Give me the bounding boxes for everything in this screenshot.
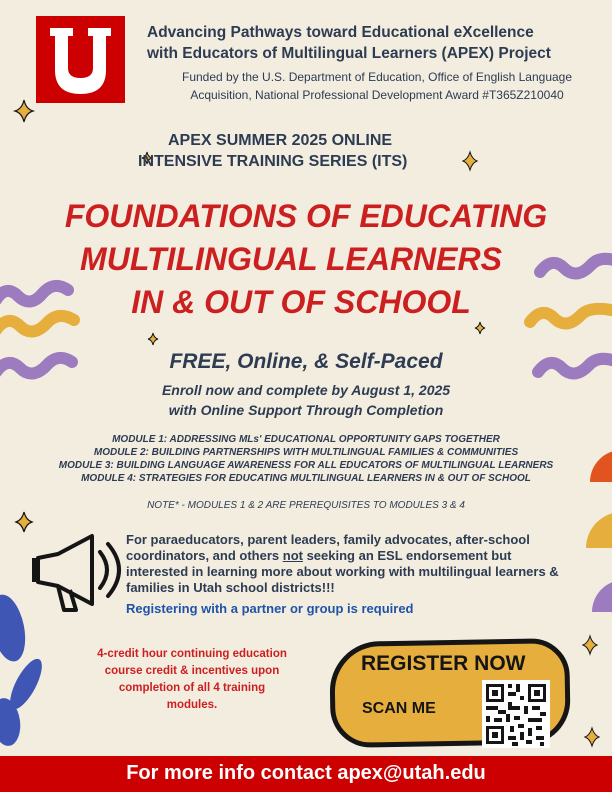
audience-description bbox=[126, 532, 576, 596]
enroll-line-2: with Online Support Through Completion bbox=[168, 402, 444, 418]
qr-code-icon[interactable] bbox=[482, 680, 550, 748]
module-list bbox=[0, 433, 612, 485]
sparkle-icon bbox=[583, 636, 597, 654]
enroll-info bbox=[0, 380, 612, 420]
megaphone-icon bbox=[32, 536, 119, 610]
series-line-1: APEX SUMMER 2025 ONLINE bbox=[168, 132, 393, 149]
project-line-2: with Educators of Multilingual Learners (APEX) Project bbox=[147, 45, 551, 62]
sparkle-icon bbox=[585, 728, 599, 746]
purple-semicircle bbox=[592, 580, 612, 612]
funding-line-2: Acquisition, National Professional Development Award #T365Z210040 bbox=[190, 88, 564, 102]
audience-text-before: For paraeducators, parent leaders, family advocates, after-school coordinators, and others bbox=[126, 532, 530, 563]
credit-line-4: modules. bbox=[166, 699, 218, 711]
gold-semicircle bbox=[586, 512, 612, 548]
audience-text-after: seeking an ESL endorsement but interested in learning more about working with multilingual learners & families in Utah school districts!!! bbox=[126, 548, 559, 595]
module-item-4: MODULE 4: STRATEGIES FOR EDUCATING MULTILINGUAL LEARNERS IN & OUT OF SCHOOL bbox=[81, 473, 531, 484]
contact-info[interactable]: For more info contact apex@utah.edu bbox=[126, 762, 486, 784]
module-item-1: MODULE 1: ADDRESSING MLs' EDUCATIONAL OPPORTUNITY GAPS TOGETHER bbox=[112, 434, 500, 445]
sparkle-icon bbox=[16, 512, 32, 532]
university-logo bbox=[36, 16, 125, 103]
main-title bbox=[0, 195, 612, 324]
module-item-3: MODULE 3: BUILDING LANGUAGE AWARENESS FOR ALL EDUCATORS OF MULTILINGUAL LEARNERS bbox=[58, 460, 554, 471]
offer-headline: FREE, Online, & Self-Paced bbox=[169, 350, 443, 373]
title-line-3: IN & OUT OF SCHOOL bbox=[131, 284, 471, 320]
series-heading bbox=[130, 130, 500, 172]
registering-note: Registering with a partner or group is required bbox=[126, 601, 414, 616]
series-line-2: INTENSIVE TRAINING SERIES (ITS) bbox=[138, 153, 408, 170]
title-line-2: MULTILINGUAL LEARNERS bbox=[80, 241, 502, 277]
funding-line-1: Funded by the U.S. Department of Education, Office of English Language bbox=[181, 70, 573, 84]
credit-info bbox=[72, 646, 312, 714]
title-line-1: FOUNDATIONS OF EDUCATING bbox=[64, 198, 548, 234]
registered-mark: ® bbox=[115, 95, 120, 101]
credit-line-3: completion of all 4 training bbox=[118, 682, 266, 694]
credit-line-2: course credit & incentives upon bbox=[104, 665, 280, 677]
sparkle-icon bbox=[15, 100, 33, 122]
project-name bbox=[147, 22, 607, 64]
blue-petal-1 bbox=[0, 591, 31, 664]
credit-line-1: 4-credit hour continuing education bbox=[97, 648, 287, 660]
enroll-line-1: Enroll now and complete by August 1, 2025 bbox=[161, 382, 451, 398]
module-item-2: MODULE 2: BUILDING PARTNERSHIPS WITH MULTILINGUAL FAMILIES & COMMUNITIES bbox=[93, 447, 519, 458]
funding-statement bbox=[147, 68, 607, 104]
sparkle-icon bbox=[148, 333, 158, 345]
prerequisite-note: NOTE* - MODULES 1 & 2 ARE PREREQUISITES TO MODULES 3 & 4 bbox=[147, 500, 465, 511]
audience-emphasis: not bbox=[282, 548, 303, 563]
project-line-1: Advancing Pathways toward Educational eXcellence bbox=[147, 24, 534, 41]
scan-me-label: SCAN ME bbox=[362, 700, 436, 717]
register-now-label[interactable]: REGISTER NOW bbox=[361, 652, 526, 675]
